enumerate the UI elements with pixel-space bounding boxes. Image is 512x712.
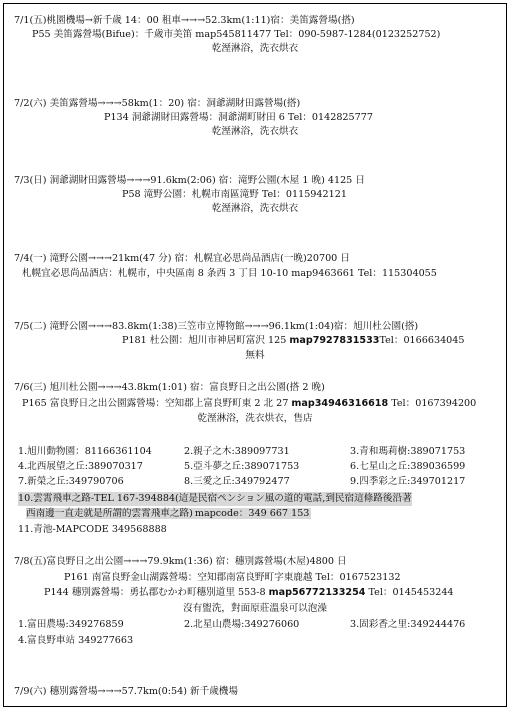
sight-item: 4.北西展望之丘:389070317 <box>18 461 143 472</box>
day5-campsite-tel: Tel：0166634045 <box>379 335 465 346</box>
day3-route: 7/3(日) 洞爺湖財田露營場→→→91.6km(2:06) 宿：滝野公園(木屋 1 晚) 4125 日 <box>14 175 365 186</box>
day7-mapcode: map56772133254 <box>268 587 366 598</box>
sight-item: 2.北星山農場:349276060 <box>184 619 300 630</box>
roller-coaster-direction: 西南邊一直走就是所謂的雲霄飛車之路) <box>26 508 193 519</box>
day5-campsite <box>122 334 465 348</box>
day7-campsite-tel: Tel：0145453244 <box>365 587 454 598</box>
day6-campsite <box>22 397 476 411</box>
day2-campsite: P134 洞爺湖財田露營場：洞爺湖町財田 6 Tel：0142825777 <box>104 112 373 123</box>
sight-item: 7.新榮之丘:349790706 <box>18 476 124 487</box>
roller-coaster-mapcode: mapcode：349 667 153 <box>194 508 310 519</box>
day6-campsite-tel: Tel：0167394200 <box>388 398 477 409</box>
day7-campsite-hobetsu <box>44 586 454 600</box>
day5-route: 7/5(二) 滝野公園→→→83.8km(1:38)三笠市立博物館→→→96.1km(1:04)宿：旭川杜公園(搭) <box>14 321 419 332</box>
sight-blue-pond: 11.青池-MAPCODE 349568888 <box>18 524 167 535</box>
day1-facilities: 乾溼淋浴，洗衣烘衣 <box>211 43 299 54</box>
day3-campsite: P58 滝野公園：札幌市南區滝野 Tel：0115942121 <box>122 189 347 200</box>
sight-item: 8.三愛之丘:349792477 <box>184 476 290 487</box>
day2-facilities: 乾溼淋浴，洗衣烘衣 <box>211 126 299 137</box>
day7-campsite-address: P144 穗別露營場：勇払郡むかわ町穗別道里 553-8 <box>44 587 269 598</box>
sight-item: 5.亞斗夢之丘:389071753 <box>184 461 300 472</box>
day5-fee: 無料 <box>245 350 265 361</box>
sight-roller-coaster-road: 10.雲霄飛車之路-TEL 167-394884(這是民宿ペンション風の道的電話,到民宿這條路後沿著 <box>18 493 412 504</box>
sight-item: 1.富田農場:349276859 <box>18 619 124 630</box>
sight-item: 2.親子之木:389097731 <box>184 446 290 457</box>
sight-item: 6.七星山之丘:389036599 <box>350 461 466 472</box>
sight-item: 9.四季彩之丘:349701217 <box>350 476 466 487</box>
day1-route: 7/1(五)桃園機場→新千歲 14：00 租車→→→52.3km(1:11)宿：美笛露營場(搭) <box>14 15 355 26</box>
day6-route: 7/6(三) 旭川杜公園→→→43.8km(1:01) 宿：富良野日之出公園(搭 2 晚) <box>14 382 325 393</box>
sight-furano-station: 4.富良野車站 349277663 <box>18 635 134 646</box>
itinerary-page <box>3 3 507 707</box>
day5-mapcode: map7927831533 <box>289 335 380 346</box>
day7-campsite-kanayama: P161 南富良野金山湖露營場：空知郡南富良野町字東鹿越 Tel：0167523132 <box>64 572 401 583</box>
day2-route: 7/2(六) 美笛露營場→→→58km(1：20) 宿：洞爺湖財田露營場(搭) <box>14 98 301 109</box>
sight-item: 1.旭川動物園：81166361104 <box>18 446 152 457</box>
day7-notes: 沒有盥洗，對面原莊溫泉可以泡澡 <box>183 603 327 614</box>
day6-mapcode: map34946316618 <box>291 398 389 409</box>
day1-campsite: P55 美笛露營場(Bifue)：千歲市美笛 map545811477 Tel：090-5987-1284(0123252752) <box>32 29 441 40</box>
day6-campsite-address: P165 富良野日之出公園露營場：空知郡上富良野町東 2 北 27 <box>22 398 292 409</box>
sight-item: 3.青和瑪莉樹:389071753 <box>350 446 466 457</box>
sight-item: 3.固彩香之里:349244476 <box>350 619 466 630</box>
day7-route: 7/8(五)富良野日之出公園→→→79.9km(1:36) 宿：穗別露營場(木屋)4800 日 <box>14 556 347 567</box>
sight-roller-coaster-road-cont <box>26 507 311 521</box>
day4-hotel: 札幌宜必思尚品酒店：札幌市，中央區南 8 条西 3 丁目 10-10 map9463661 Tel：115304055 <box>22 268 437 279</box>
day8-route: 7/9(六) 穗別露營場→→→57.7km(0:54) 新千歲機場 <box>14 686 238 697</box>
day3-facilities: 乾溼淋浴，洗衣烘衣 <box>211 203 299 214</box>
day6-facilities: 乾溼淋浴，洗衣烘衣，售店 <box>197 413 313 424</box>
day4-route: 7/4(一) 滝野公園→→→21km(47 分) 宿：札幌宜必思尚品酒店(一晚)20700 日 <box>14 253 350 264</box>
day5-campsite-address: P181 杜公園：旭川市神居町富沢 125 <box>122 335 290 346</box>
